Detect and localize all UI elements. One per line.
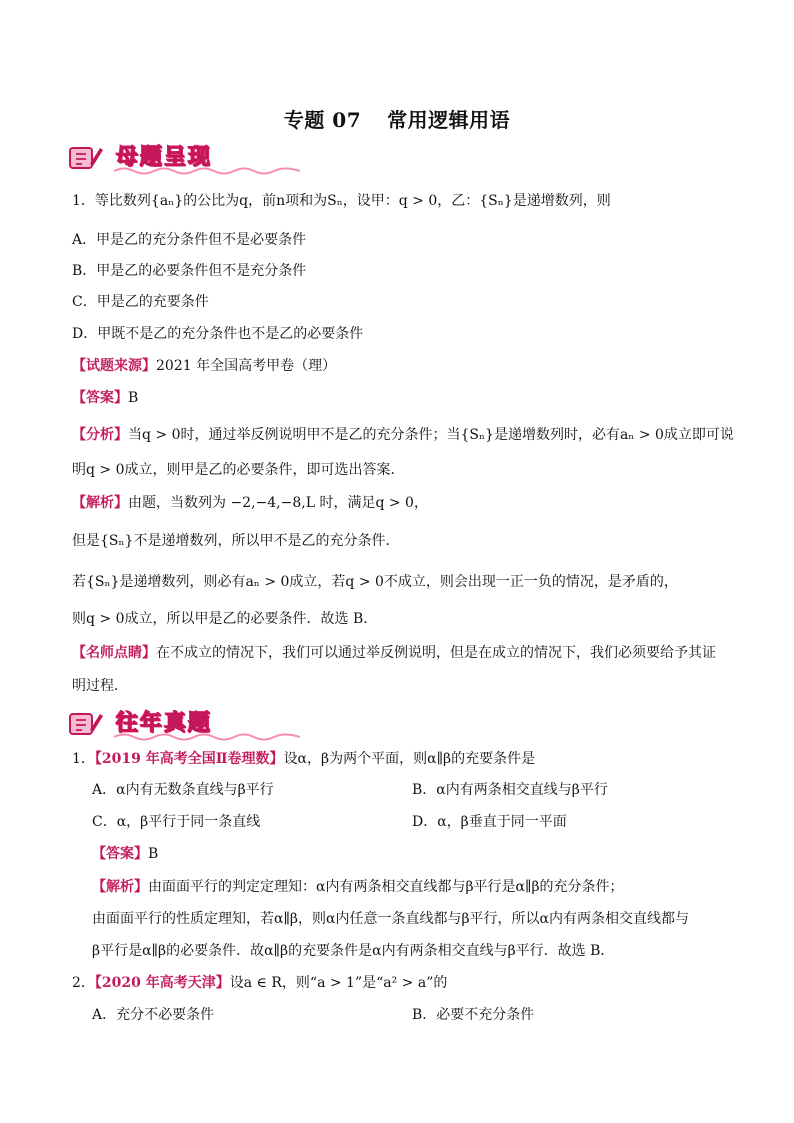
explain-text-1: 由题，当数列为 −2,−4,−8,L 时，满足q > 0，	[128, 495, 428, 511]
title-prefix: 专题 07	[283, 108, 362, 132]
tip-text-1: 在不成立的情况下，我们可以通过举反例说明，但是在成立的情况下，我们必须要给予其证	[156, 645, 716, 661]
section-title-mother: 母题呈现	[116, 145, 213, 170]
mother-option-d: D．甲既不是乙的充分条件也不是乙的必要条件	[72, 326, 364, 342]
q2-text: 设a ∈ R，则“a > 1”是“a² > a”的	[229, 975, 448, 991]
analysis-text-1: 当q > 0时，通过举反例说明甲不是乙的充分条件；当{Sₙ}是递增数列时，必有aₙ > 0成立即可说	[128, 427, 734, 443]
mother-source	[72, 357, 336, 375]
analysis-tag: 【分析】	[72, 427, 128, 443]
past-q2	[72, 974, 447, 992]
decorative-wave	[114, 166, 300, 176]
q1-answer-text: B	[148, 846, 159, 862]
section-header-past	[68, 702, 248, 742]
q1-explain-tag: 【解析】	[92, 879, 148, 895]
mother-explain-3: 若{Sₙ}是递增数列，则必有aₙ > 0成立，若q > 0不成立，则会出现一正一负的情况，是矛盾的，	[72, 574, 678, 590]
q1-answer-tag: 【答案】	[92, 846, 148, 862]
mother-tip-1	[72, 644, 716, 662]
section-title-past: 往年真题	[116, 711, 213, 736]
source-tag: 【试题来源】	[72, 358, 156, 374]
mother-option-b: B．甲是乙的必要条件但不是充分条件	[72, 263, 307, 279]
mother-explain-4: 则q > 0成立，所以甲是乙的必要条件．故选 B．	[72, 611, 378, 627]
answer-text: B	[128, 390, 139, 406]
q2-tag: 【2020 年高考天津】	[94, 975, 230, 991]
past-q1-option-d: D．α，β垂直于同一平面	[412, 814, 567, 830]
q1-number: 1．	[72, 751, 95, 767]
mother-option-a: A．甲是乙的充分条件但不是必要条件	[72, 232, 307, 248]
mother-analysis-2: 明q > 0成立，则甲是乙的必要条件，即可选出答案．	[72, 462, 405, 478]
past-q2-option-b: B．必要不充分条件	[412, 1007, 535, 1023]
past-q1-explain-2: 由面面平行的性质定理知，若α∥β，则α内任意一条直线都与β平行，所以α内有两条相交直线都与	[92, 911, 690, 927]
tip-tag: 【名师点睛】	[72, 645, 156, 661]
title-main: 常用逻辑用语	[387, 108, 511, 132]
mother-explain-2: 但是{Sₙ}不是递增数列，所以甲不是乙的充分条件．	[72, 533, 400, 549]
mother-question: 1．等比数列{aₙ}的公比为q，前n项和为Sₙ，设甲：q > 0，乙：{Sₙ}是递增数列，则	[72, 193, 611, 209]
past-q1-explain-3: β平行是α∥β的必要条件．故α∥β的充要条件是α内有两条相交直线与β平行．故选 B．	[92, 943, 615, 959]
past-q1-option-c: C．α，β平行于同一条直线	[92, 814, 261, 830]
past-q1-explain-1	[92, 878, 624, 896]
mother-tip-2: 明过程．	[72, 678, 128, 694]
q2-number: 2．	[72, 975, 95, 991]
mother-answer	[72, 389, 138, 407]
decorative-wave	[114, 732, 300, 742]
past-q1-answer	[92, 845, 158, 863]
q1-text: 设α，β为两个平面，则α∥β的充要条件是	[283, 751, 536, 767]
mother-option-c: C．甲是乙的充要条件	[72, 294, 209, 310]
source-text: 2021 年全国高考甲卷（理）	[156, 358, 337, 374]
book-pen-icon	[68, 708, 104, 738]
past-q1	[72, 750, 535, 768]
q1-explain-text-1: 由面面平行的判定定理知：α内有两条相交直线都与β平行是α∥β的充分条件；	[148, 879, 624, 895]
answer-tag: 【答案】	[72, 390, 128, 406]
section-header-mother	[68, 136, 248, 176]
book-pen-icon	[68, 142, 104, 172]
page-title	[0, 104, 794, 133]
past-q1-option-b: B．α内有两条相交直线与β平行	[412, 782, 608, 798]
past-q1-option-a: A．α内有无数条直线与β平行	[92, 782, 274, 798]
past-q2-option-a: A．充分不必要条件	[92, 1007, 215, 1023]
q1-tag: 【2019 年高考全国Ⅱ卷理数】	[94, 751, 284, 767]
mother-analysis-1	[72, 426, 734, 444]
explain-tag: 【解析】	[72, 495, 128, 511]
mother-explain-1	[72, 494, 428, 512]
